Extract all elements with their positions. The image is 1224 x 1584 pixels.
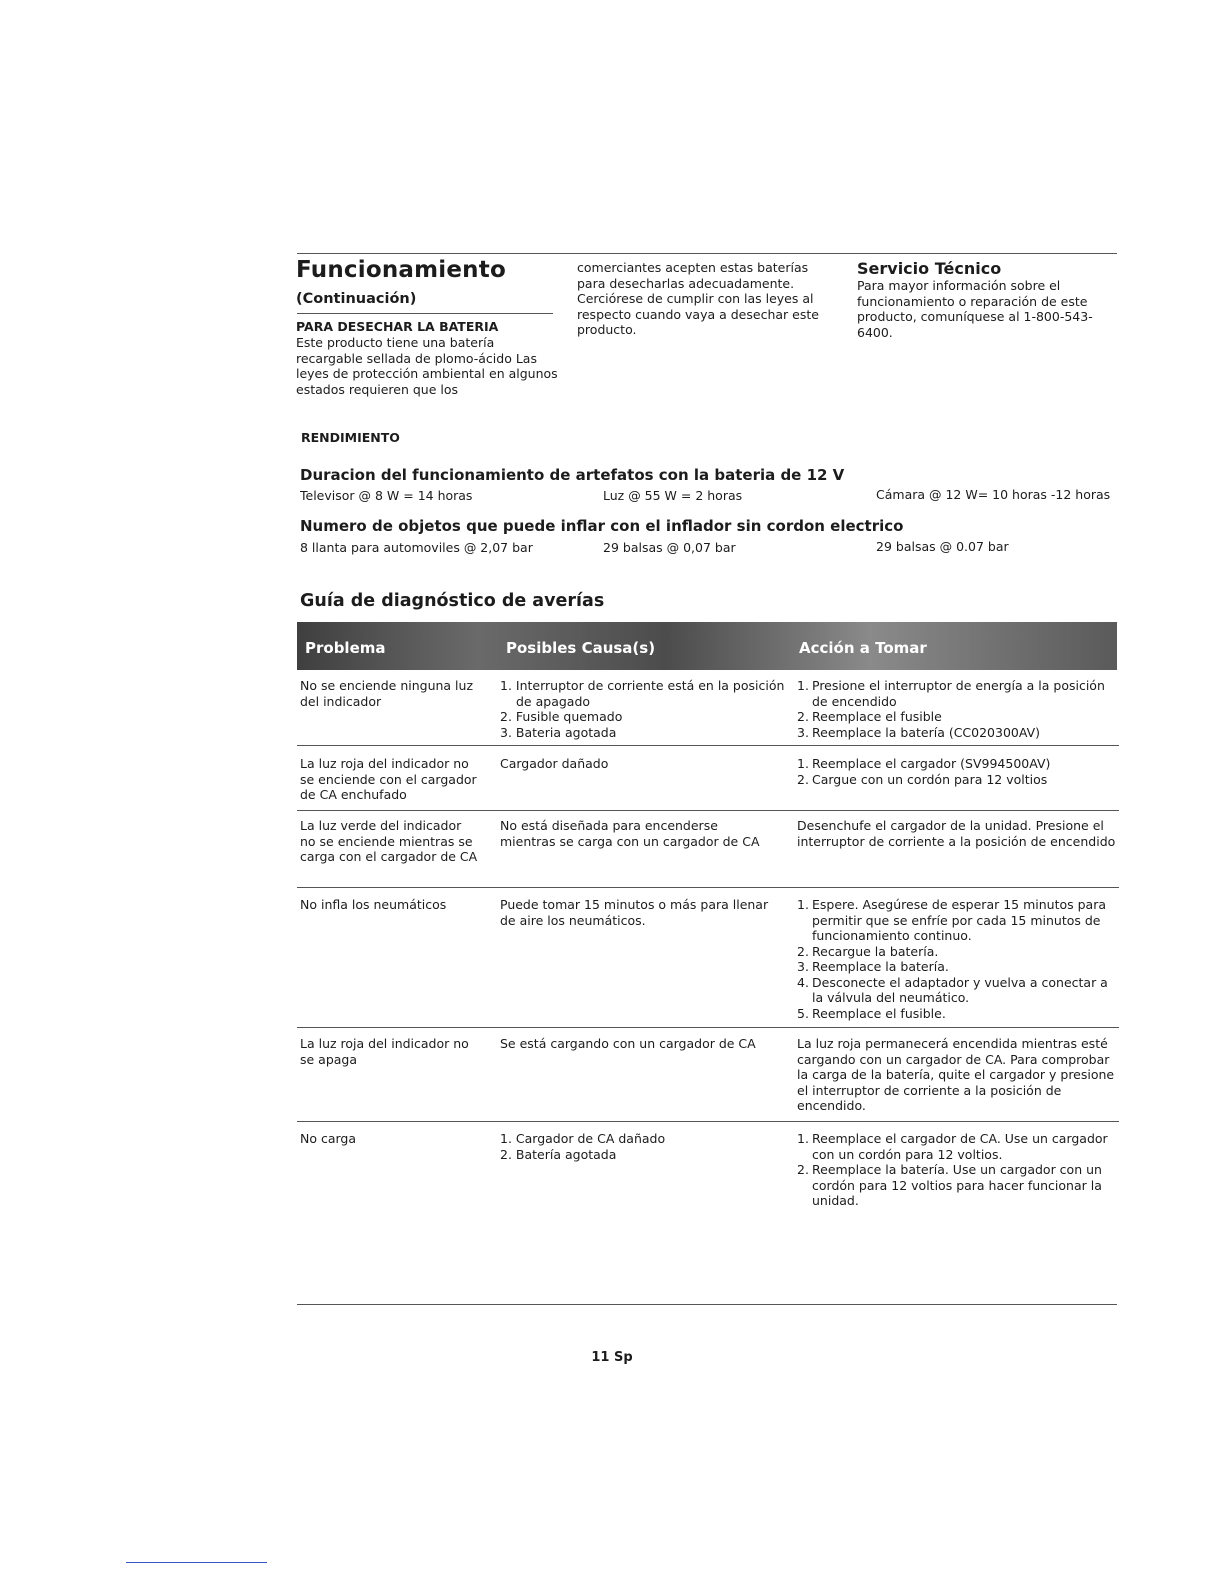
duracion-item: Luz @ 55 W = 2 horas [603, 488, 743, 503]
table-row-acciones [797, 1131, 1119, 1209]
disposal-text-1: Este producto tiene una batería recargable sellada de plomo-ácido Las leyes de protección ambiental en algunos estados requieren que los [296, 335, 558, 397]
accion-item: 3. Reemplace la batería (CC020300AV) [797, 724, 1041, 740]
table-row-causas [500, 678, 785, 740]
col-header-causas: Posibles Causa(s) [506, 639, 656, 657]
col-header-accion: Acción a Tomar [799, 639, 927, 657]
accion-item: 1. Espere. Asegúrese de esperar 15 minutos para permitir que se enfríe por cada 15 minutos de funcionamiento continuo. [797, 897, 1107, 943]
table-row-problema: La luz verde del indicador no se enciende mientras se carga con el cargador de CA [300, 818, 478, 864]
duracion-heading: Duracion del funcionamiento de artefatos con la bateria de 12 V [300, 466, 845, 484]
accion-item: 2. Recargue la batería. [797, 943, 939, 959]
table-row-acciones [797, 678, 1119, 740]
accion-item: 3. Reemplace la batería. [797, 959, 949, 974]
row-divider [297, 1027, 1119, 1028]
causa-item: 3. Bateria agotada [500, 724, 617, 740]
table-row-accion: La luz roja permanecerá encendida mientras esté cargando con un cargador de CA. Para comprobar la carga de la batería, quite el cargador y presione el interruptor de corriente a la posición de encendido. [797, 1036, 1115, 1113]
service-text: Para mayor información sobre el funcionamiento o reparación de este producto, comuníquese al 1-800-543-6400. [857, 278, 1093, 340]
inflar-heading: Numero de objetos que puede inflar con el inflador sin cordon electrico [300, 517, 904, 535]
inflar-item: 29 balsas @ 0,07 bar [603, 540, 736, 555]
table-row-acciones [797, 756, 1119, 787]
table-row-causas: Se está cargando con un cargador de CA [500, 1036, 756, 1051]
page-number: 11 Sp [591, 1350, 633, 1365]
page-title: Funcionamiento [296, 257, 506, 283]
accion-item: 4. Desconecte el adaptador y vuelva a conectar a la válvula del neumático. [797, 974, 1108, 1005]
table-row-problema: La luz roja del indicador no se apaga [300, 1036, 469, 1067]
table-row-accion: Desenchufe el cargador de la unidad. Presione el interruptor de corriente a la posición de encendido [797, 818, 1116, 849]
col-header-problema: Problema [305, 639, 386, 657]
table-row-causas: Puede tomar 15 minutos o más para llenar de aire los neumáticos. [500, 897, 769, 928]
inflar-item: 8 llanta para automoviles @ 2,07 bar [300, 540, 533, 555]
table-row-problema: No se enciende ninguna luz del indicador [300, 678, 474, 709]
table-row-problema: La luz roja del indicador no se enciende con el cargador de CA enchufado [300, 756, 477, 802]
accion-item: 2. Cargue con un cordón para 12 voltios [797, 771, 1048, 787]
accion-item: 1. Presione el interruptor de energía a la posición de encendido [797, 678, 1105, 709]
table-header [297, 622, 1117, 670]
row-divider [297, 745, 1119, 746]
inflar-item: 29 balsas @ 0.07 bar [876, 539, 1009, 554]
rendimiento-label: RENDIMIENTO [301, 430, 400, 445]
disposal-heading: PARA DESECHAR LA BATERIA [296, 319, 499, 334]
accion-item: 2. Reemplace el fusible [797, 709, 942, 724]
causa-item: 1. Cargador de CA dañado [500, 1131, 666, 1146]
accion-item: 1. Reemplace el cargador (SV994500AV) [797, 756, 1051, 771]
causa-item: 2. Fusible quemado [500, 709, 623, 724]
row-divider [297, 887, 1119, 888]
duracion-item: Televisor @ 8 W = 14 horas [300, 488, 473, 503]
guia-heading: Guía de diagnóstico de averías [300, 591, 605, 611]
bottom-rule [297, 1304, 1117, 1305]
table-row-causas: No está diseñada para encenderse mientras se carga con un cargador de CA [500, 818, 760, 849]
table-row-problema: No carga [300, 1131, 357, 1146]
page-subtitle: (Continuación) [296, 291, 417, 307]
disposal-text-2: comerciantes acepten estas baterías para desecharlas adecuadamente. Cerciórese de cumplir con las leyes al respecto cuando vaya a desechar este producto. [577, 260, 819, 337]
top-rule [297, 253, 1117, 254]
accion-item: 1. Reemplace el cargador de CA. Use un cargador con un cordón para 12 voltios. [797, 1131, 1108, 1162]
accion-item: 5. Reemplace el fusible. [797, 1005, 946, 1021]
table-row-causas: Cargador dañado [500, 756, 609, 771]
causa-item: 1. Interruptor de corriente está en la posición de apagado [500, 678, 785, 709]
table-row-problema: No infla los neumáticos [300, 897, 447, 912]
duracion-item: Cámara @ 12 W= 10 horas -12 horas [876, 487, 1111, 502]
row-divider [297, 1121, 1119, 1122]
link-underline [126, 1562, 267, 1563]
row-divider [297, 810, 1119, 811]
causa-item: 2. Batería agotada [500, 1146, 617, 1162]
accion-item: 2. Reemplace la batería. Use un cargador con un cordón para 12 voltios para hacer funcionar la unidad. [797, 1162, 1102, 1208]
subtitle-rule [297, 313, 553, 314]
table-row-causas [500, 1131, 785, 1162]
service-heading: Servicio Técnico [857, 259, 1002, 278]
table-row-acciones [797, 897, 1119, 1021]
